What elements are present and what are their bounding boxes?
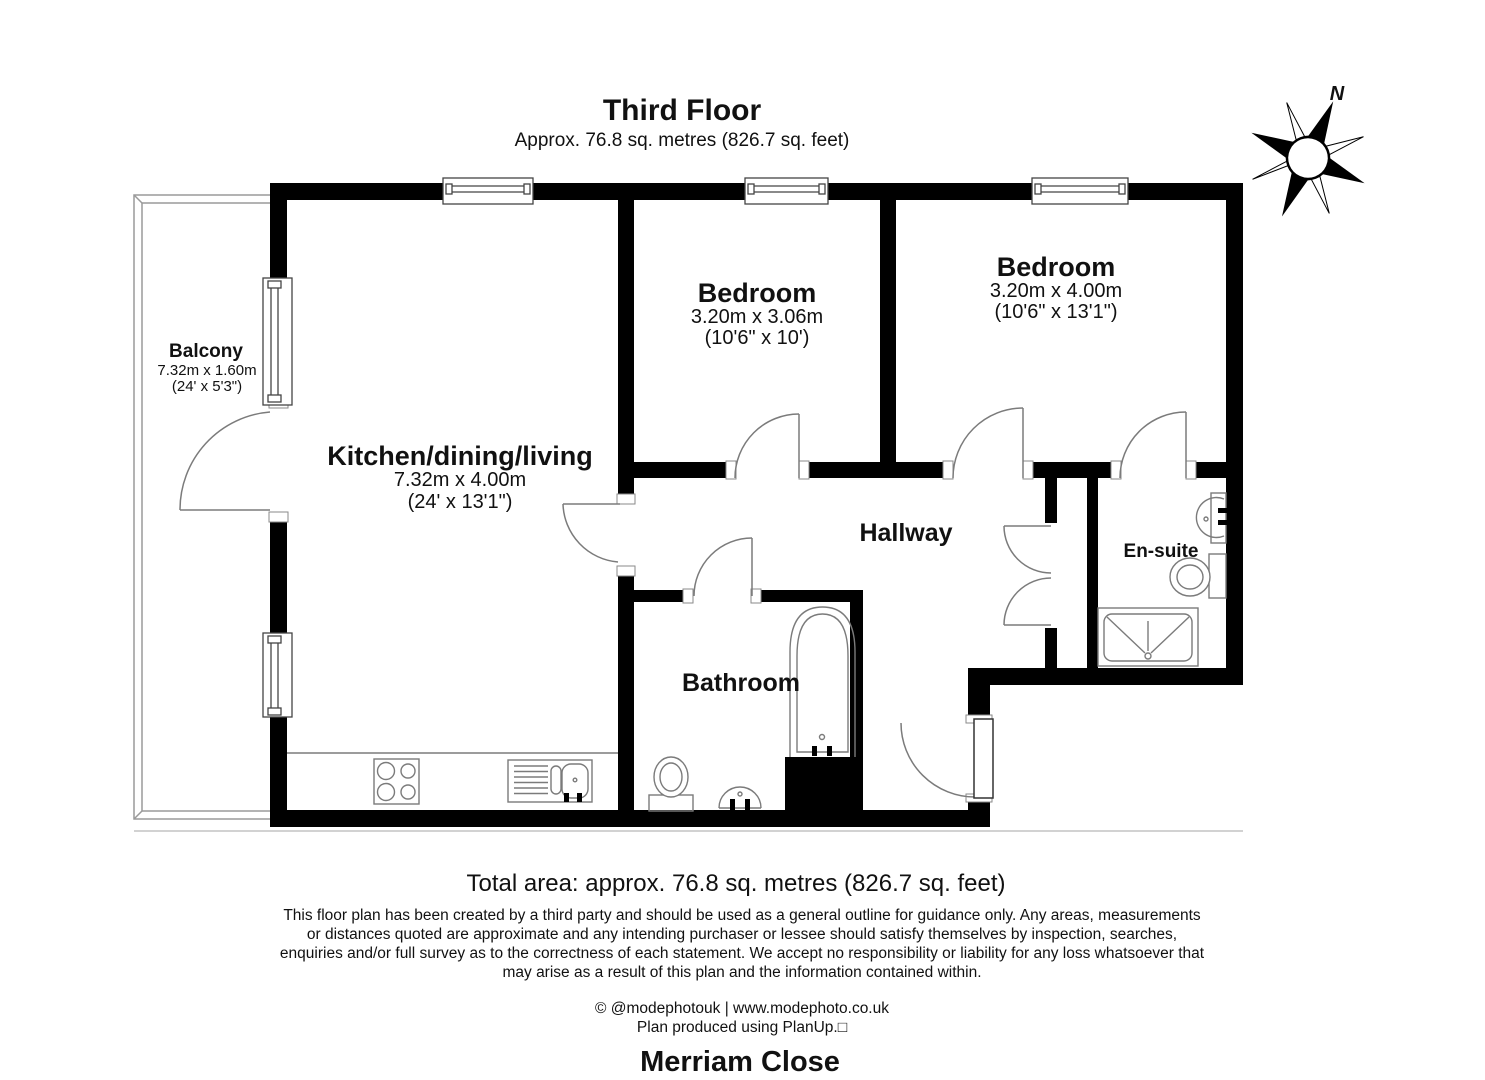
compass-icon bbox=[1225, 76, 1390, 242]
window-icon bbox=[1032, 178, 1128, 204]
cupboard-double-door-icon bbox=[1004, 526, 1051, 625]
room-name: Balcony bbox=[169, 341, 243, 362]
living-room-door-icon bbox=[563, 504, 620, 562]
room-dim-imperial: (10'6" x 13'1") bbox=[994, 301, 1118, 323]
ensuite-fixtures bbox=[1098, 493, 1227, 666]
produced-with-text: Plan produced using PlanUp.□ bbox=[636, 1019, 848, 1036]
compass-north-label: N bbox=[1329, 83, 1345, 105]
room-label-hallway: Hallway bbox=[859, 519, 953, 547]
shower-icon bbox=[1098, 608, 1198, 666]
hob-icon bbox=[374, 759, 419, 804]
room-label-ensuite: En-suite bbox=[1123, 541, 1199, 562]
ensuite-door-icon bbox=[1120, 412, 1186, 478]
room-dim-imperial: (24' x 5'3") bbox=[171, 378, 243, 395]
disclaimer-line: may arise as a result of this plan and the information contained within. bbox=[502, 964, 982, 981]
room-name: Bedroom bbox=[697, 278, 817, 308]
room-label-bathroom: Bathroom bbox=[681, 669, 801, 697]
window-icon bbox=[263, 278, 292, 405]
property-name: Merriam Close bbox=[640, 1046, 840, 1078]
bathroom-door-icon bbox=[694, 538, 752, 596]
kitchen-fixtures bbox=[287, 753, 618, 804]
disclaimer-line: This floor plan has been created by a third party and should be used as a general outline for guidance only. Any areas, measurements bbox=[283, 907, 1201, 924]
front-door-icon bbox=[901, 719, 993, 798]
bedroom2-door-icon bbox=[953, 408, 1023, 478]
credit-text: © @modephotouk | www.modephoto.co.uk bbox=[595, 1000, 889, 1017]
room-dim-imperial: (10'6" x 10') bbox=[704, 327, 810, 349]
window-icon bbox=[263, 633, 292, 717]
room-dim-metric: 3.20m x 3.06m bbox=[690, 306, 824, 328]
kitchen-sink-icon bbox=[508, 760, 592, 802]
ensuite-basin-icon bbox=[1196, 493, 1227, 543]
room-dim-metric: 7.32m x 4.00m bbox=[393, 469, 527, 491]
room-dim-imperial: (24' x 13'1") bbox=[407, 491, 513, 513]
window-icon bbox=[745, 178, 828, 204]
balcony-door-icon bbox=[180, 412, 270, 510]
disclaimer-line: enquiries and/or full survey as to the correctness of each statement. We accept no responsibility or liability for any loss whatsoever that bbox=[279, 945, 1205, 962]
page-subtitle: Approx. 76.8 sq. metres (826.7 sq. feet) bbox=[514, 130, 850, 151]
room-name: Kitchen/dining/living bbox=[327, 441, 593, 471]
room-dim-metric: 7.32m x 1.60m bbox=[157, 362, 257, 379]
toilet-icon bbox=[649, 757, 693, 811]
total-area-text: Total area: approx. 76.8 sq. metres (826.7 sq. feet) bbox=[466, 870, 1006, 897]
disclaimer-line: or distances quoted are approximate and any intending purchaser or lessee should satisfy themselves by inspection, searches, bbox=[306, 926, 1178, 943]
room-dim-metric: 3.20m x 4.00m bbox=[989, 280, 1123, 302]
page-title: Third Floor bbox=[602, 94, 762, 127]
room-name: Bedroom bbox=[996, 252, 1116, 282]
bathroom-sink-icon bbox=[719, 787, 761, 810]
bedroom1-door-icon bbox=[735, 414, 799, 478]
window-icon bbox=[443, 178, 533, 204]
